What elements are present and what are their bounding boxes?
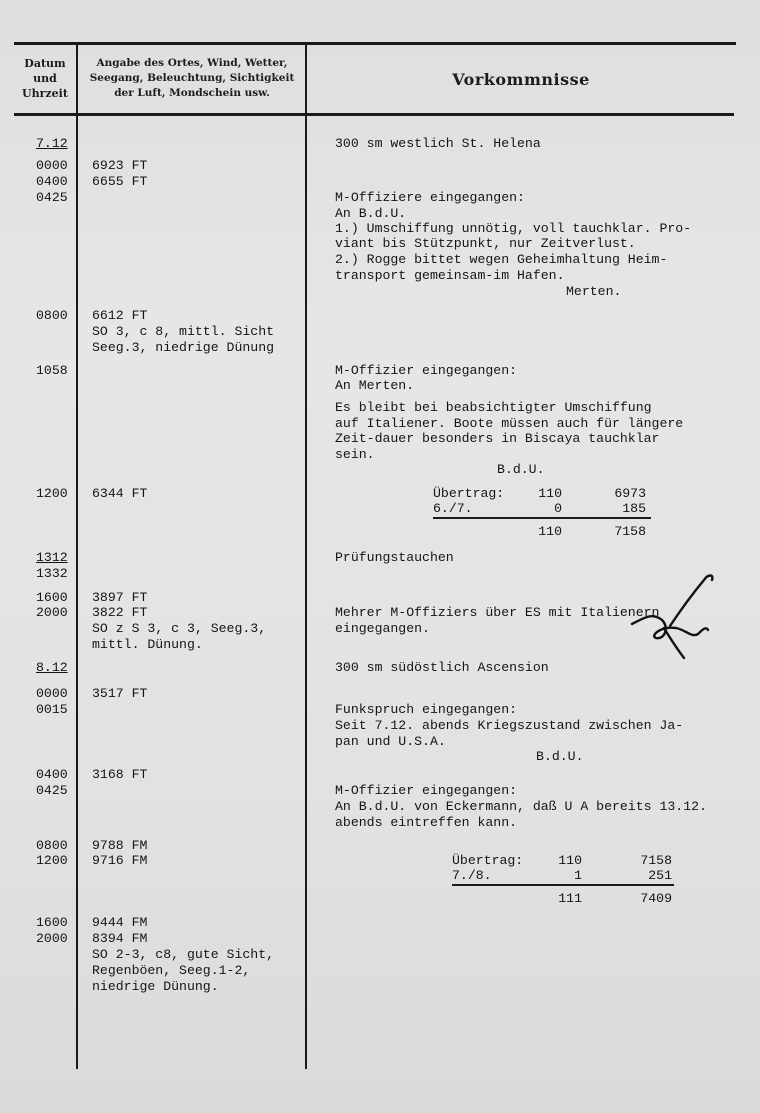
time-entry: 0425 [36, 190, 68, 205]
header-date-column: Datum und Uhrzeit [22, 57, 68, 100]
event-line: pan und U.S.A. [335, 734, 446, 749]
event-line: 2.) Rogge bittet wegen Geheimhaltung Heim- [335, 252, 668, 267]
event-line: M-Offizier eingegangen: [335, 783, 518, 798]
weather-entry: Regenböen, Seeg.1-2, [92, 963, 251, 978]
tally-value: 1 [574, 868, 582, 883]
time-entry: 1200 [36, 486, 68, 501]
event-line: eingegangen. [335, 621, 430, 636]
tally-value: 0 [554, 501, 562, 516]
weather-entry: niedrige Dünung. [92, 979, 219, 994]
event-line: Funkspruch eingegangen: [335, 702, 518, 717]
event-signature: B.d.U. [536, 749, 584, 764]
position-entry: 6612 FT [92, 308, 148, 323]
tally-value: 251 [648, 868, 672, 883]
event-line: 1.) Umschiffung unnötig, voll tauchklar. Pro- [335, 221, 692, 236]
time-entry: 0400 [36, 767, 68, 782]
tally-label: Übertrag: [452, 853, 524, 868]
header-place-column: Angabe des Ortes, Wind, Wetter, Seegang, Beleuchtung, Sichtigkeit der Luft, Mondschein usw. [89, 57, 295, 99]
event-line: An B.d.U. [335, 206, 407, 221]
event-line: 300 sm westlich St. Helena [335, 136, 541, 151]
time-entry: 1200 [36, 853, 68, 868]
event-signature: B.d.U. [497, 462, 545, 477]
tally-value: 110 [558, 853, 582, 868]
header-events-column: Vorkommnisse [452, 70, 590, 89]
tally-value: 110 [538, 486, 562, 501]
header-bottom-rule [14, 113, 734, 116]
tally-value: 7409 [640, 891, 672, 906]
tally-value: 7158 [640, 853, 672, 868]
position-entry: 3897 FT [92, 590, 148, 605]
position-entry: 9444 FM [92, 915, 148, 930]
position-entry: 3517 FT [92, 686, 148, 701]
event-line: M-Offiziere eingegangen: [335, 190, 525, 205]
time-entry: 0000 [36, 158, 68, 173]
weather-entry: mittl. Dünung. [92, 637, 203, 652]
tally-value: 110 [538, 524, 562, 539]
tally-value: 111 [558, 891, 582, 906]
event-line: transport gemeinsam-im Hafen. [335, 268, 565, 283]
event-signature: Merten. [566, 284, 622, 299]
time-entry: 1600 [36, 915, 68, 930]
date-7-12: 7.12 [36, 136, 68, 151]
weather-entry: SO 3, c 8, mittl. Sicht [92, 324, 275, 339]
event-line: sein. [335, 447, 375, 462]
position-entry: 3822 FT [92, 605, 148, 620]
date-column-divider [76, 44, 78, 1069]
tally-value: 7158 [614, 524, 646, 539]
tally-sum-line [433, 517, 651, 519]
tally-value: 6973 [614, 486, 646, 501]
weather-entry: SO 2-3, c8, gute Sicht, [92, 947, 275, 962]
date-8-12: 8.12 [36, 660, 68, 675]
weather-entry: Seeg.3, niedrige Dünung [92, 340, 275, 355]
time-entry: 1332 [36, 566, 68, 581]
event-line: An Merten. [335, 378, 415, 393]
event-line: Mehrer M-Offiziers über ES mit Italienern [335, 605, 660, 620]
tally-value: 185 [622, 501, 646, 516]
time-entry: 0425 [36, 783, 68, 798]
position-entry: 9788 FM [92, 838, 148, 853]
position-entry: 6923 FT [92, 158, 148, 173]
top-rule [14, 42, 736, 45]
tally-sub-label: 7./8. [452, 868, 492, 883]
tally-label: Übertrag: [433, 486, 505, 501]
position-entry: 6344 FT [92, 486, 148, 501]
event-line: M-Offizier eingegangen: [335, 363, 518, 378]
event-line: abends eintreffen kann. [335, 815, 518, 830]
time-entry: 0015 [36, 702, 68, 717]
event-line: auf Italiener. Boote müssen auch für längere [335, 416, 684, 431]
weather-entry: SO z S 3, c 3, Seeg.3, [92, 621, 267, 636]
position-entry: 9716 FM [92, 853, 148, 868]
event-line: Zeit-dauer besonders in Biscaya tauchklar [335, 431, 660, 446]
event-line: Seit 7.12. abends Kriegszustand zwischen Ja- [335, 718, 684, 733]
event-line: Prüfungstauchen [335, 550, 454, 565]
event-line: An B.d.U. von Eckermann, daß U A bereits 13.12. [335, 799, 707, 814]
position-entry: 6655 FT [92, 174, 148, 189]
event-line: viant bis Stützpunkt, nur Zeitverlust. [335, 236, 636, 251]
tally-sum-line [452, 884, 674, 886]
time-entry: 1058 [36, 363, 68, 378]
time-entry: 0800 [36, 308, 68, 323]
event-line: Es bleibt bei beabsichtigter Umschiffung [335, 400, 652, 415]
handwritten-signature-icon [622, 568, 722, 662]
event-line: 300 sm südöstlich Ascension [335, 660, 549, 675]
time-entry: 0400 [36, 174, 68, 189]
time-entry: 2000 [36, 605, 68, 620]
time-entry: 0000 [36, 686, 68, 701]
time-entry: 0800 [36, 838, 68, 853]
place-column-divider [305, 44, 307, 1069]
position-entry: 8394 FM [92, 931, 148, 946]
time-entry: 1312 [36, 550, 68, 565]
position-entry: 3168 FT [92, 767, 148, 782]
time-entry: 2000 [36, 931, 68, 946]
time-entry: 1600 [36, 590, 68, 605]
tally-sub-label: 6./7. [433, 501, 473, 516]
